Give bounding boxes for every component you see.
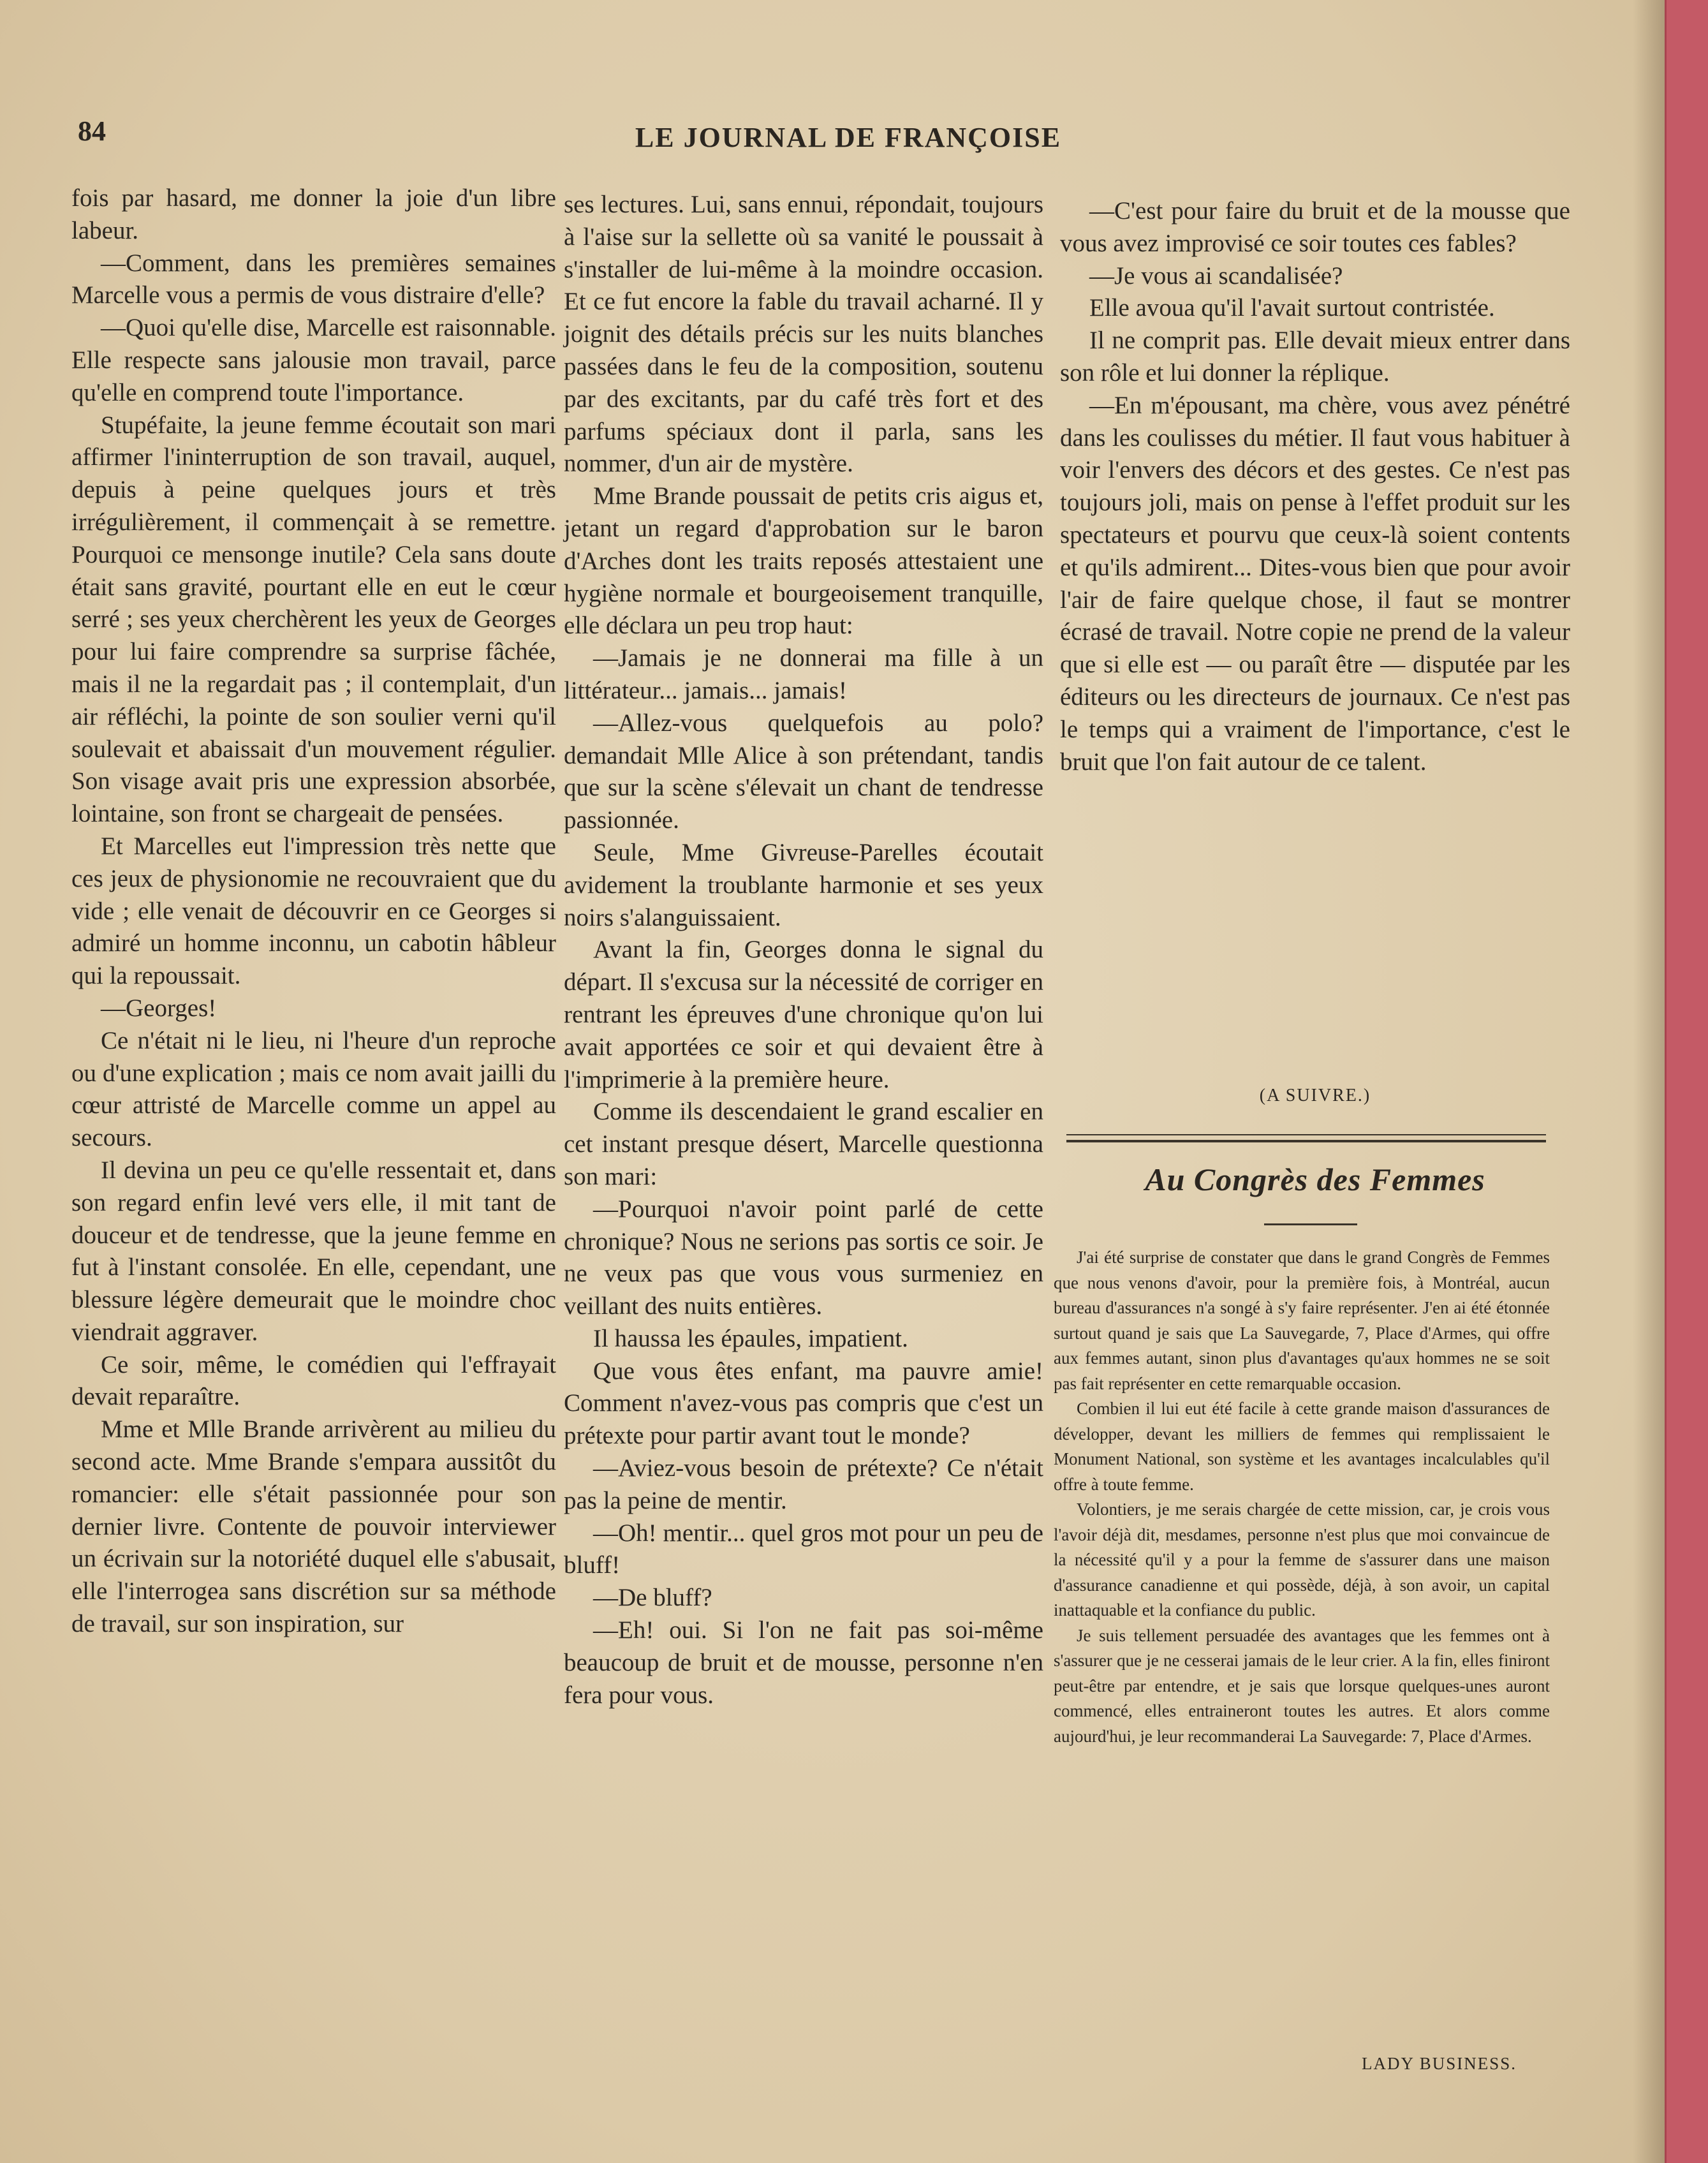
to-be-continued: (A SUIVRE.) <box>1259 1086 1371 1105</box>
paragraph: Il devina un peu ce qu'elle ressentait et, dans son regard enfin levé vers elle, il mit tant de douceur et de tendresse, que la jeune femme en fut à l'instant consolée. En elle, cependant, une blessure légère demeurait que le moindre choc viendrait aggraver. <box>71 1156 556 1346</box>
paragraph: —Eh! oui. Si l'on ne fait pas soi-même beaucoup de bruit et de mousse, personne n'en fera pour vous. <box>564 1616 1043 1709</box>
paragraph: —Jamais je ne donnerai ma fille à un littérateur... jamais... jamais! <box>564 644 1043 704</box>
congres-article <box>1054 1245 1550 1749</box>
paragraph: Comme ils descendaient le grand escalier en cet instant presque désert, Marcelle questionna son mari: <box>564 1098 1043 1190</box>
paragraph: —En m'épousant, ma chère, vous avez pénétré dans les coulisses du métier. Il faut vous habituer à voir l'envers des décors et des gestes. Ce n'est pas toujours joli, mais on pense à l'effet produit sur les spectateurs et pourvu que ceux-là soient contents et qu'ils admirent... Dites-vous bien que pour avoir l'air de faire quelque chose, il faut se montrer écrasé de travail. Notre copie ne prend de la valeur que si elle est — ou paraît être — disputée par les éditeurs ou les directeurs de journaux. Ce n'est pas le temps qui a vraiment de l'importance, c'est le bruit que l'on fait autour de ce talent. <box>1060 391 1570 776</box>
page-number: 84 <box>78 115 106 147</box>
binding-shadow <box>1633 0 1665 2163</box>
paragraph: Il haussa les épaules, impatient. <box>593 1324 908 1352</box>
paragraph: —Oh! mentir... quel gros mot pour un peu de bluff! <box>564 1519 1043 1579</box>
journal-title: LE JOURNAL DE FRANÇOISE <box>635 122 1062 153</box>
paragraph: Que vous êtes enfant, ma pauvre amie! Comment n'avez-vous pas compris que c'est un prétexte pour partir avant tout le monde? <box>564 1357 1043 1450</box>
signature: LADY BUSINESS. <box>1361 2054 1517 2073</box>
section-divider <box>1066 1134 1546 1142</box>
paragraph: fois par hasard, me donner la joie d'un libre labeur. <box>71 184 556 244</box>
paragraph: Seule, Mme Givreuse-Parelles écoutait avidement la troublante harmonie et ses yeux noirs s'alanguissaient. <box>564 838 1043 931</box>
paragraph: Volontiers, je me serais chargée de cette mission, car, je crois vous l'avoir déjà dit, mesdames, personne n'est plus que moi convaincue de la nécessité qu'il y a pour la femme de s'assurer dans une maison d'assurance canadienne et qui possède, déjà, à son avoir, un capital inattaquable et la confiance du public. <box>1054 1500 1550 1620</box>
section-title: Au Congrès des Femmes <box>1145 1162 1485 1197</box>
paragraph: —Aviez-vous besoin de prétexte? Ce n'était pas la peine de mentir. <box>564 1454 1043 1514</box>
red-binding-edge <box>1665 0 1708 2163</box>
text-column-3 <box>1060 195 1570 778</box>
paragraph: —De bluff? <box>593 1584 712 1612</box>
paragraph: Il ne comprit pas. Elle devait mieux entrer dans son rôle et lui donner la réplique. <box>1060 327 1570 387</box>
paragraph: Ce soir, même, le comédien qui l'effrayait devait reparaître. <box>71 1350 556 1411</box>
paragraph: Et Marcelles eut l'impression très nette que ces jeux de physionomie ne recouvraient que du vide ; elle venait de découvrir en ce Georges si admiré un homme inconnu, un cabotin hâbleur qui la repoussait. <box>71 832 556 990</box>
text-column-1 <box>71 182 556 1641</box>
paragraph: Elle avoua qu'il l'avait surtout contristée. <box>1089 294 1495 322</box>
paragraph: —Quoi qu'elle dise, Marcelle est raisonnable. Elle respecte sans jalousie mon travail, parce qu'elle en comprend toute l'importance. <box>71 314 556 406</box>
paragraph: —C'est pour faire du bruit et de la mousse que vous avez improvisé ce soir toutes ces fables? <box>1060 197 1570 257</box>
paragraph: Stupéfaite, la jeune femme écoutait son mari affirmer l'ininterruption de son travail, auquel, depuis à peine quelques jours et très irrégulièrement, il commençait à se remettre. Pourquoi ce mensonge inutile? Cela sans doute était sans gravité, pourtant elle en eut le cœur serré ; ses yeux cherchèrent les yeux de Georges pour lui faire comprendre sa surprise fâchée, mais il ne la regardait pas ; il contemplait, d'un air réfléchi, la pointe de son soulier verni qu'il soulevait et abaissait d'un mouvement régulier. Son visage avait pris une expression absorbée, lointaine, son front se chargeait de pensées. <box>71 411 556 828</box>
paragraph: ses lectures. Lui, sans ennui, répondait, toujours à l'aise sur la sellette où sa vanité le poussait à s'installer de lui-même à la moindre occasion. Et ce fut encore la fable du travail acharné. Il y joignit des détails précis sur les nuits blanches passées dans le feu de la composition, soutenu par des excitants, par du café très fort et des parfums spéciaux dont il parla, sans les nommer, d'un air de mystère. <box>564 191 1043 478</box>
paragraph: —Allez-vous quelquefois au polo? demandait Mlle Alice à son prétendant, tandis que sur la scène s'élevait un chant de tendresse passionnée. <box>564 709 1043 834</box>
paragraph: Je suis tellement persuadée des avantages que les femmes ont à s'assurer que je ne cesserai jamais de le leur crier. A la fin, elles finiront peut-être par entendre, et je sais que lorsque quelques-unes auront commencé, elles entraineront toutes les autres. Et alors comme aujourd'hui, je leur recommanderai La Sauvegarde: 7, Place d'Armes. <box>1054 1625 1550 1746</box>
paragraph: J'ai été surprise de constater que dans le grand Congrès de Femmes que nous venons d'avoir, pour la première fois, à Montréal, aucun bureau d'assurances n'a songé à s'y faire représenter. J'en ai été étonnée surtout quand je sais que La Sauvegarde, 7, Place d'Armes, qui offre aux femmes autant, sinon plus d'avantages qu'aux hommes ne se soit pas fait représenter en cette remarquable occasion. <box>1054 1248 1550 1393</box>
paragraph: —Pourquoi n'avoir point parlé de cette chronique? Nous ne serions pas sortis ce soir. Je ne veux pas que vous vous surmeniez en veillant des nuits entières. <box>564 1195 1043 1320</box>
paragraph: Mme et Mlle Brande arrivèrent au milieu du second acte. Mme Brande s'empara aussitôt du romancier: elle s'était passionnée pour son dernier livre. Contente de pouvoir interviewer un écrivain sur la notoriété duquel elle s'abusait, elle l'interrogea sans discrétion sur sa méthode de travail, sur son inspiration, sur <box>71 1415 556 1638</box>
paragraph: —Comment, dans les premières semaines Marcelle vous a permis de vous distraire d'elle? <box>71 249 556 309</box>
title-underline <box>1264 1223 1357 1225</box>
paragraph: —Je vous ai scandalisée? <box>1089 262 1343 290</box>
paragraph: Avant la fin, Georges donna le signal du départ. Il s'excusa sur la nécessité de corriger en rentrant les épreuves d'une chronique qu'on lui avait apportées ce soir et qui devaient être à l'imprimerie à la première heure. <box>564 936 1043 1093</box>
text-column-2 <box>564 189 1043 1711</box>
paragraph: Ce n'était ni le lieu, ni l'heure d'un reproche ou d'une explication ; mais ce nom avait jailli du cœur attristé de Marcelle comme un appel au secours. <box>71 1026 556 1152</box>
paragraph: Mme Brande poussait de petits cris aigus et, jetant un regard d'approbation sur le baron d'Arches dont les traits reposés attestaient une hygiène normale et bourgeoisement tranquille, elle déclara un peu trop haut: <box>564 482 1043 640</box>
paragraph: Combien il lui eut été facile à cette grande maison d'assurances de développer, devant les milliers de femmes qui remplissaient le Monument National, son système et les avantages incalculables qu'il offre à toute femme. <box>1054 1399 1550 1494</box>
paragraph: —Georges! <box>101 994 217 1022</box>
